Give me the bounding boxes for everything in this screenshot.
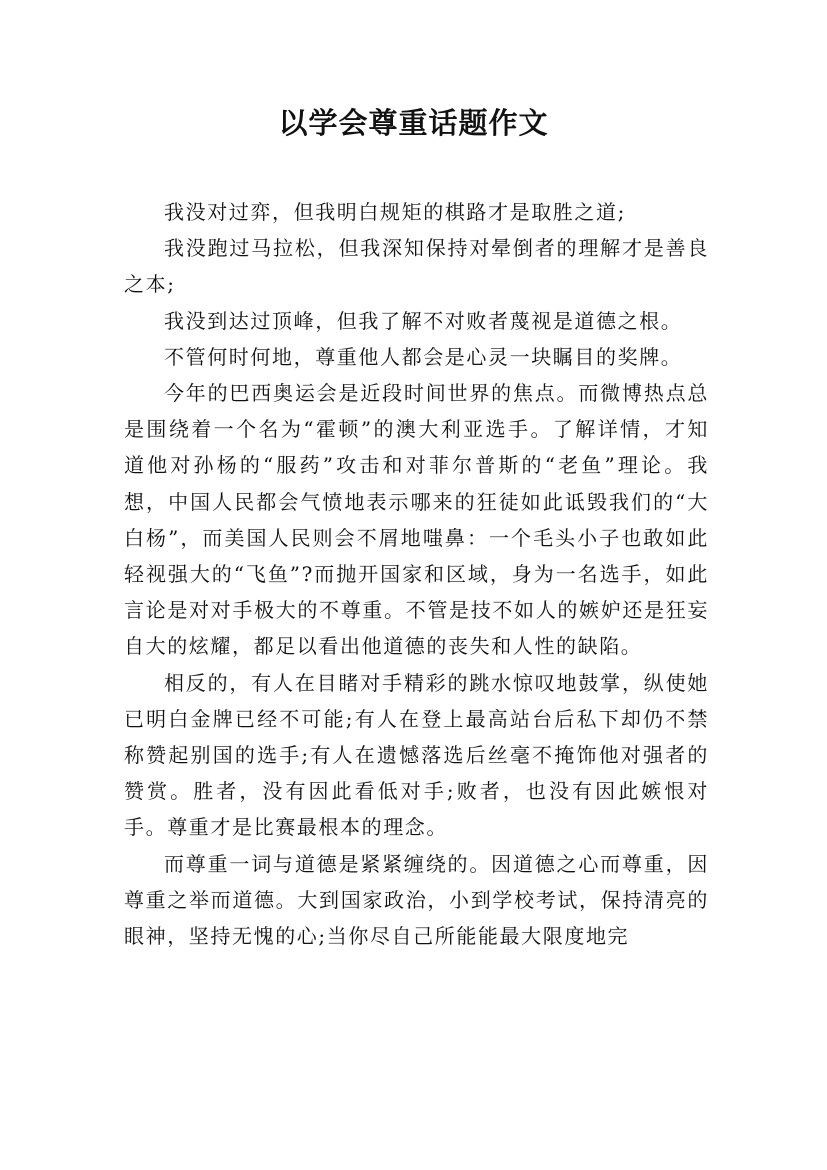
paragraph: 我没跑过马拉松，但我深知保持对晕倒者的理解才是善良之本; (124, 236, 709, 297)
paragraph: 相反的，有人在目睹对手精彩的跳水惊叹地鼓掌，纵使她已明白金牌已经不可能;有人在登上最高站台后私下却仍不禁称赞起别国的选手;有人在遗憾落选后丝毫不掩饰他对强者的赞赏。胜者，没有因此看低对手;败者，也没有因此嫉恨对手。尊重才是比赛最根本的理念。 (124, 670, 709, 840)
paragraph: 今年的巴西奥运会是近段时间世界的焦点。而微博热点总是围绕着一个名为“霍顿”的澳大利亚选手。了解详情，才知道他对孙杨的“服药”攻击和对菲尔普斯的“老鱼”理论。我想，中国人民都会气愤地表示哪来的狂徒如此诋毁我们的“大白杨”，而美国人民则会不屑地嗤鼻：一个毛头小子也敢如此轻视强大的“飞鱼”?而抛开国家和区域，身为一名选手，如此言论是对对手极大的不尊重。不管是技不如人的嫉妒还是狂妄自大的炫耀，都足以看出他道德的丧失和人性的缺陷。 (124, 381, 709, 659)
paragraph: 我没对过弈，但我明白规矩的棋路才是取胜之道; (164, 200, 626, 224)
paragraph: 我没到达过顶峰，但我了解不对败者蔑视是道德之根。 (164, 308, 683, 333)
paragraph: 不管何时何地，尊重他人都会是心灵一块瞩目的奖牌。 (164, 344, 683, 369)
document-body (124, 194, 709, 954)
paragraph: 而尊重一词与道德是紧紧缠绕的。因道德之心而尊重，因尊重之举而道德。大到国家政治，小到学校考试，保持清亮的眼神，坚持无愧的心;当你尽自己所能能最大限度地完 (124, 851, 709, 949)
document-title: 以学会尊重话题作文 (278, 106, 549, 140)
